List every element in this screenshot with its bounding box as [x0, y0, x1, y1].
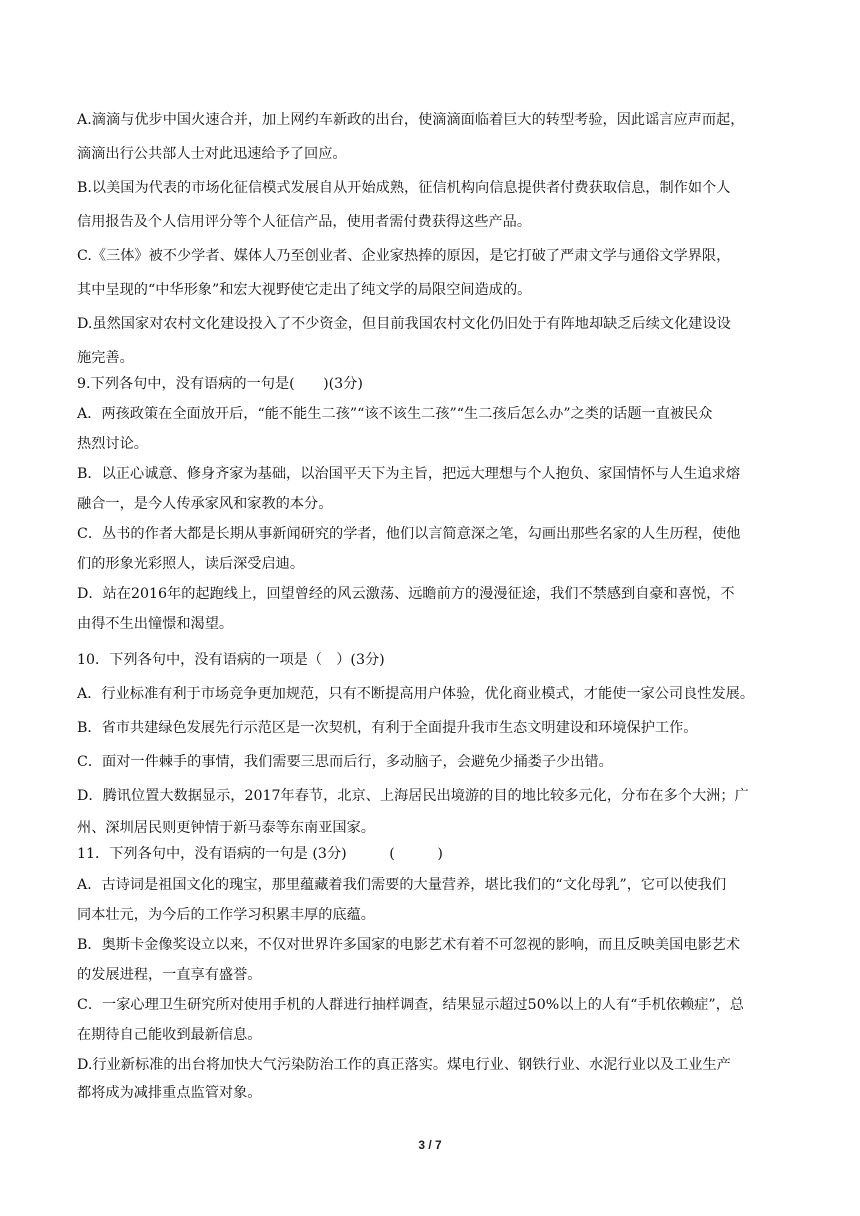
text-line: A．两孩政策在全面放开后，“能不能生二孩”“该不该生二孩”“生二孩后怎么办”之类的话题一直被民众: [77, 406, 713, 422]
text-line: 施完善。: [77, 350, 134, 366]
text-line: B.以美国为代表的市场化征信模式发展自从开始成熟，征信机构向信息提供者付费获取信息，制作如个人: [77, 180, 731, 196]
question-heading: 11．下列各句中，没有语病的一句是 (3分) ( ): [77, 846, 443, 862]
text-line: A．行业标准有利于市场竞争更加规范，只有不断提高用户体验，优化商业模式，才能使一家公司良性发展。: [77, 686, 755, 702]
text-line: 其中呈现的“中华形象”和宏大视野使它走出了纯文学的局限空间造成的。: [77, 282, 532, 298]
text-line: C．一家心理卫生研究所对使用手机的人群进行抽样调查，结果显示超过50%以上的人有“手机依赖症”，总: [77, 997, 744, 1013]
text-line: A．古诗词是祖国文化的瑰宝，那里蕴藏着我们需要的大量营养，堪比我们的“文化母乳”，它可以使我们: [77, 877, 727, 893]
text-line: C.《三体》被不少学者、媒体人乃至创业者、企业家热捧的原因，是它打破了严肃文学与通俗文学界限，: [77, 248, 731, 264]
text-line: C．丛书的作者大都是长期从事新闻研究的学者，他们以言简意深之笔，勾画出那些名家的人生历程，使他: [77, 526, 741, 542]
text-line: C．面对一件棘手的事情，我们需要三思而后行，多动脑子，会避免少捅娄子少出错。: [77, 754, 613, 770]
text-line: 由得不生出憧憬和渴望。: [77, 616, 234, 632]
text-line: 的发展进程，一直享有盛誉。: [77, 967, 262, 983]
text-line: 融合一，是今人传承家风和家教的本分。: [77, 496, 333, 512]
text-line: D．站在2016年的起跑线上，回望曾经的风云激荡、远瞻前方的漫漫征途，我们不禁感到自豪和喜悦，不: [77, 586, 735, 602]
text-line: B．以正心诚意、修身齐家为基础，以治国平天下为主旨，把远大理想与个人抱负、家国情怀与人生追求熔: [77, 466, 741, 482]
text-line: D．腾讯位置大数据显示，2017年春节，北京、上海居民出境游的目的地比较多元化，分布在多个大洲；广: [77, 788, 749, 804]
text-line: B．奥斯卡金像奖设立以来，不仅对世界许多国家的电影艺术有着不可忽视的影响，而且反映美国电影艺术: [77, 937, 741, 953]
text-line: 在期待自己能收到最新信息。: [77, 1027, 262, 1043]
text-line: 都将成为减排重点监管对象。: [77, 1085, 262, 1101]
question-heading: 9.下列各句中，没有语病的一句是( )(3分): [77, 376, 363, 392]
text-line: 滴滴出行公共部人士对此迅速给予了回应。: [77, 146, 347, 162]
text-line: A.滴滴与优步中国火速合并，加上网约车新政的出台，使滴滴面临着巨大的转型考验，因此谣言应声而起，: [77, 112, 745, 128]
text-line: 信用报告及个人信用评分等个人征信产品，使用者需付费获得这些产品。: [77, 214, 532, 230]
text-line: 州、深圳居民则更钟情于新马泰等东南亚国家。: [77, 820, 375, 836]
text-line: 们的形象光彩照人，读后深受启迪。: [77, 556, 305, 572]
text-line: D.行业新标准的出台将加快大气污染防治工作的真正落实。煤电行业、钢铁行业、水泥行业以及工业生产: [77, 1057, 731, 1073]
question-heading: 10．下列各句中，没有语病的一项是（ ）(3分): [77, 652, 385, 668]
page-number: 3 / 7: [418, 1138, 442, 1152]
text-line: B．省市共建绿色发展先行示范区是一次契机，有利于全面提升我市生态文明建设和环境保护工作。: [77, 720, 698, 736]
text-line: 同本壮元，为今后的工作学习积累丰厚的底蕴。: [77, 907, 375, 923]
text-line: 热烈讨论。: [77, 436, 148, 452]
text-line: D.虽然国家对农村文化建设投入了不少资金，但目前我国农村文化仍旧处于有阵地却缺乏后续文化建设设: [77, 316, 731, 332]
